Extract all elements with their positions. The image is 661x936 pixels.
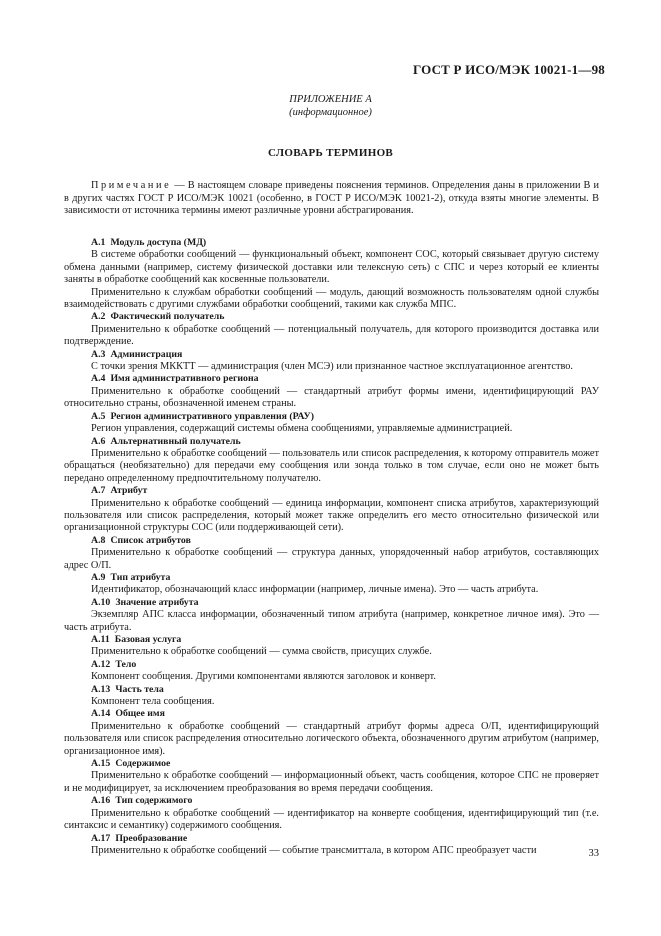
term-number: А.4 bbox=[91, 373, 106, 385]
term-name: Атрибут bbox=[110, 485, 148, 497]
term-heading bbox=[64, 311, 599, 323]
term-definition: Экземпляр АПС класса информации, обозначенный типом атрибута (например, конкретное личное имя). Это — часть атрибута. bbox=[64, 609, 599, 633]
term-name: Общее имя bbox=[115, 708, 165, 720]
note-text: — В настоящем словаре приведены пояснения терминов. Определения даны в приложении В и в других частях ГОСТ Р ИСО/МЭК 10021 (особенно, в ГОСТ Р ИСО/МЭК 10021-2), откуда взяты многие элементы. В зависимости от источника термины имеют различные уровни абстрагирования. bbox=[64, 180, 599, 217]
term-definition: Компонент тела сообщения. bbox=[91, 696, 215, 708]
term-definition: Применительно к обработке сообщений — информационный объект, часть сообщения, которое СПС не проверяет и не модифицирует, за исключением преобразования во время передачи сообщения. bbox=[64, 770, 599, 794]
term-entry bbox=[64, 659, 599, 684]
term-heading bbox=[64, 758, 599, 770]
note-label: Примечание bbox=[91, 180, 172, 191]
term-number: А.15 bbox=[91, 758, 111, 770]
term-entry bbox=[64, 535, 599, 572]
terms-list bbox=[64, 237, 599, 857]
appendix-type: (информационное) bbox=[289, 107, 372, 118]
term-definition: Применительно к обработке сообщений — структура данных, упорядоченный набор атрибутов, составляющих адрес О/П. bbox=[64, 547, 599, 571]
term-name: Значение атрибута bbox=[115, 596, 199, 608]
term-heading bbox=[64, 349, 599, 361]
term-definition: В системе обработки сообщений — функциональный объект, компонент СОС, который связывает другую систему обмена данными (например, систему физической доставки или телексную сеть) с СПС и через который ее клиенты заняты в обработке сообщений как косвенные пользователи. bbox=[64, 249, 599, 286]
term-entry bbox=[64, 634, 599, 659]
term-heading bbox=[64, 411, 599, 423]
term-name: Тип атрибута bbox=[110, 571, 171, 583]
document-code: ГОСТ Р ИСО/МЭК 10021-1—98 bbox=[412, 62, 605, 77]
term-name: Часть тела bbox=[115, 683, 164, 695]
term-entry bbox=[64, 833, 599, 858]
term-number: А.8 bbox=[91, 534, 106, 546]
term-definition: Применительно к обработке сообщений — событие трансмиттала, в котором АПС преобразует части bbox=[91, 844, 537, 856]
term-number: А.7 bbox=[91, 485, 106, 497]
term-entry bbox=[64, 758, 599, 795]
term-name: Альтернативный получатель bbox=[110, 435, 241, 447]
term-number: А.17 bbox=[91, 832, 111, 844]
term-heading bbox=[64, 436, 599, 448]
term-definition: Идентификатор, обозначающий класс информации (например, личные имена). Это — часть атрибута. bbox=[91, 584, 539, 596]
term-name: Регион административного управления (РАУ) bbox=[110, 410, 314, 422]
term-entry bbox=[64, 684, 599, 709]
term-name: Фактический получатель bbox=[110, 311, 225, 323]
term-heading bbox=[64, 237, 599, 249]
term-definition: Применительно к обработке сообщений — стандартный атрибут формы имени, идентифицирующий РАУ относительно страны, обозначенной именем страны. bbox=[64, 385, 599, 410]
term-definition: Применительно к обработке сообщений — потенциальный получатель, для которого производится доставка или подтверждение. bbox=[64, 323, 599, 348]
term-definition: С точки зрения МККТТ — администрация (член МСЭ) или признанное частное эксплуатационное агентство. bbox=[91, 361, 574, 373]
term-name: Тип содержимого bbox=[115, 795, 193, 807]
term-definition: Применительно к обработке сообщений — стандартный атрибут формы адреса О/П, идентифицирующий пользователя или список распределения относительно логического объекта, обозначенного другим атрибутом (например, организационное имя). bbox=[64, 720, 599, 757]
term-heading bbox=[64, 634, 599, 646]
page-title: СЛОВАРЬ ТЕРМИНОВ bbox=[267, 147, 394, 159]
term-heading bbox=[64, 833, 599, 845]
term-number: А.5 bbox=[91, 410, 106, 422]
term-entry bbox=[64, 485, 599, 535]
term-heading bbox=[64, 597, 599, 609]
term-heading bbox=[64, 659, 599, 671]
appendix-label: ПРИЛОЖЕНИЕ А bbox=[289, 94, 372, 105]
term-number: А.6 bbox=[91, 435, 106, 447]
term-name: Администрация bbox=[110, 348, 183, 360]
term-number: А.14 bbox=[91, 708, 111, 720]
term-definition: Применительно к обработке сообщений — единица информации, компонент списка атрибутов, характеризующий пользователя или список распределения, который может также определить его место относительно физической или организационной структуры СОС (или поддерживающей сети). bbox=[64, 497, 599, 534]
term-definition: Применительно к обработке сообщений — пользователь или список распределения, к которому отправитель может обращаться (необязательно) для передачи ему сообщения или зонда только в том случае, если оно не может быть передано определенному предпочтительному получателю. bbox=[64, 447, 599, 484]
term-number: А.12 bbox=[91, 658, 111, 670]
term-number: А.2 bbox=[91, 311, 106, 323]
term-heading bbox=[64, 373, 599, 385]
appendix-heading bbox=[0, 93, 661, 119]
term-name: Список атрибутов bbox=[110, 534, 191, 546]
term-number: А.3 bbox=[91, 348, 106, 360]
term-entry bbox=[64, 311, 599, 348]
term-entry bbox=[64, 572, 599, 597]
page-number: 33 bbox=[588, 848, 599, 859]
term-heading bbox=[64, 708, 599, 720]
term-name: Тело bbox=[115, 658, 137, 670]
term-entry bbox=[64, 373, 599, 410]
term-number: А.16 bbox=[91, 795, 111, 807]
term-heading bbox=[64, 485, 599, 497]
term-number: А.13 bbox=[91, 683, 111, 695]
term-name: Имя административного региона bbox=[110, 373, 259, 385]
term-number: А.9 bbox=[91, 571, 106, 583]
term-entry bbox=[64, 795, 599, 832]
term-definition: Применительно к обработке сообщений — сумма свойств, присущих службе. bbox=[91, 646, 432, 658]
term-number: А.1 bbox=[91, 237, 106, 248]
term-definition: Компонент сообщения. Другими компонентами являются заголовок и конверт. bbox=[91, 671, 436, 683]
term-entry bbox=[64, 349, 599, 374]
term-name: Модуль доступа (МД) bbox=[110, 237, 207, 248]
term-heading bbox=[64, 535, 599, 547]
term-heading bbox=[64, 795, 599, 807]
term-number: А.10 bbox=[91, 596, 111, 608]
term-entry bbox=[64, 237, 599, 311]
term-number: А.11 bbox=[91, 634, 110, 645]
term-name: Базовая услуга bbox=[114, 634, 182, 645]
note-paragraph bbox=[64, 180, 599, 218]
term-definition: Регион управления, содержащий системы обмена сообщениями, управляемые администрацией. bbox=[91, 423, 513, 435]
term-name: Преобразование bbox=[115, 832, 188, 844]
term-heading bbox=[64, 572, 599, 584]
term-name: Содержимое bbox=[115, 758, 171, 770]
term-entry bbox=[64, 411, 599, 436]
term-definition: Применительно к обработке сообщений — идентификатор на конверте сообщения, идентифицирующий тип (т.е. синтаксис и семантику) содержимого сообщения. bbox=[64, 807, 599, 832]
term-heading bbox=[64, 684, 599, 696]
term-definition: Применительно к службам обработки сообщений — модуль, дающий возможность пользователям одной службы взаимодействовать с другими службами обработки сообщений, такими как служба МПС. bbox=[64, 286, 599, 311]
term-entry bbox=[64, 597, 599, 634]
term-entry bbox=[64, 708, 599, 758]
term-entry bbox=[64, 436, 599, 486]
